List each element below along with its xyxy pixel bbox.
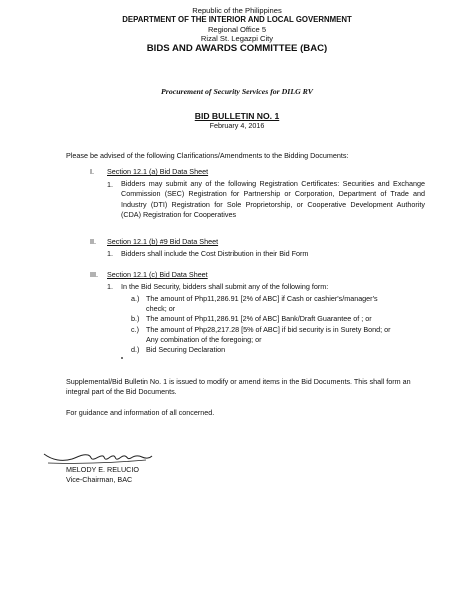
section-2-item-text: Bidders shall include the Cost Distribution in their Bid Form (121, 249, 309, 258)
closing-guidance: For guidance and information of all concerned. (66, 408, 215, 417)
header-department: DEPARTMENT OF THE INTERIOR AND LOCAL GOVERNMENT (122, 15, 352, 24)
section-3-item-number: 1. (107, 282, 113, 291)
section-2-title: Section 12.1 (b) #9 Bid Data Sheet (107, 237, 219, 246)
intro-text: Please be advised of the following Clarifications/Amendments to the Bidding Documents: (66, 151, 349, 160)
section-1-item-number: 1. (107, 180, 113, 189)
header-regional-office: Regional Office 5 (207, 25, 267, 34)
procurement-subject: Procurement of Security Services for DILG RV (161, 87, 313, 96)
section-1-item-text: Bidders may submit any of the following Registration Certificates: Securities and Exchange Commission (SEC) Registration for Partnership or Corporation, Department of Trade and Industry (DTI) Registration for Sole Proprietorship, or Cooperative Development Authority (CDA) Registration for Cooperatives (121, 179, 425, 220)
subitem-d-label: d.) (131, 345, 140, 354)
closing-paragraph: Supplemental/Bid Bulletin No. 1 is issued to modify or amend items in the Bid Documents. This shall form an integral part of the Bid Documents. (66, 377, 411, 397)
subitem-a-continuation: check; or (146, 304, 176, 313)
subitem-b-label: b.) (131, 314, 140, 323)
bulletin-title: BID BULLETIN NO. 1 (194, 111, 280, 121)
stray-mark (121, 357, 123, 359)
section-2-numeral: II. (90, 237, 96, 246)
subitem-a-label: a.) (131, 294, 140, 303)
section-1-title: Section 12.1 (a) Bid Data Sheet (107, 167, 209, 176)
subitem-a-text: The amount of Php11,286.91 [2% of ABC] if Cash or cashier's/manager's (146, 294, 378, 303)
header-address: Rizal St. Legazpi City (200, 34, 274, 43)
section-3-item-text: In the Bid Security, bidders shall submit any of the following form: (121, 282, 329, 291)
subitem-c-label: c.) (131, 325, 139, 334)
section-2-item-number: 1. (107, 249, 113, 258)
subitem-b-text: The amount of Php11,286.91 [2% of ABC] Bank/Draft Guarantee of ; or (146, 314, 372, 323)
signatory-name: MELODY E. RELUCIO (66, 465, 139, 474)
subitem-c-continuation: Any combination of the foregoing; or (146, 335, 262, 344)
subitem-d-text: Bid Securing Declaration (146, 345, 226, 354)
header-committee: BIDS AND AWARDS COMMITTEE (BAC) (146, 43, 328, 54)
header-republic: Republic of the Philippines (192, 6, 282, 15)
section-3-numeral: III. (90, 270, 98, 279)
section-1-numeral: I. (90, 167, 94, 176)
subitem-c-text: The amount of Php28,217.28 [5% of ABC] if bid security is in Surety Bond; or (146, 325, 391, 334)
signatory-title: Vice-Chairman, BAC (66, 475, 133, 484)
section-3-title: Section 12.1 (c) Bid Data Sheet (107, 270, 208, 279)
bulletin-date: February 4, 2016 (209, 121, 265, 130)
